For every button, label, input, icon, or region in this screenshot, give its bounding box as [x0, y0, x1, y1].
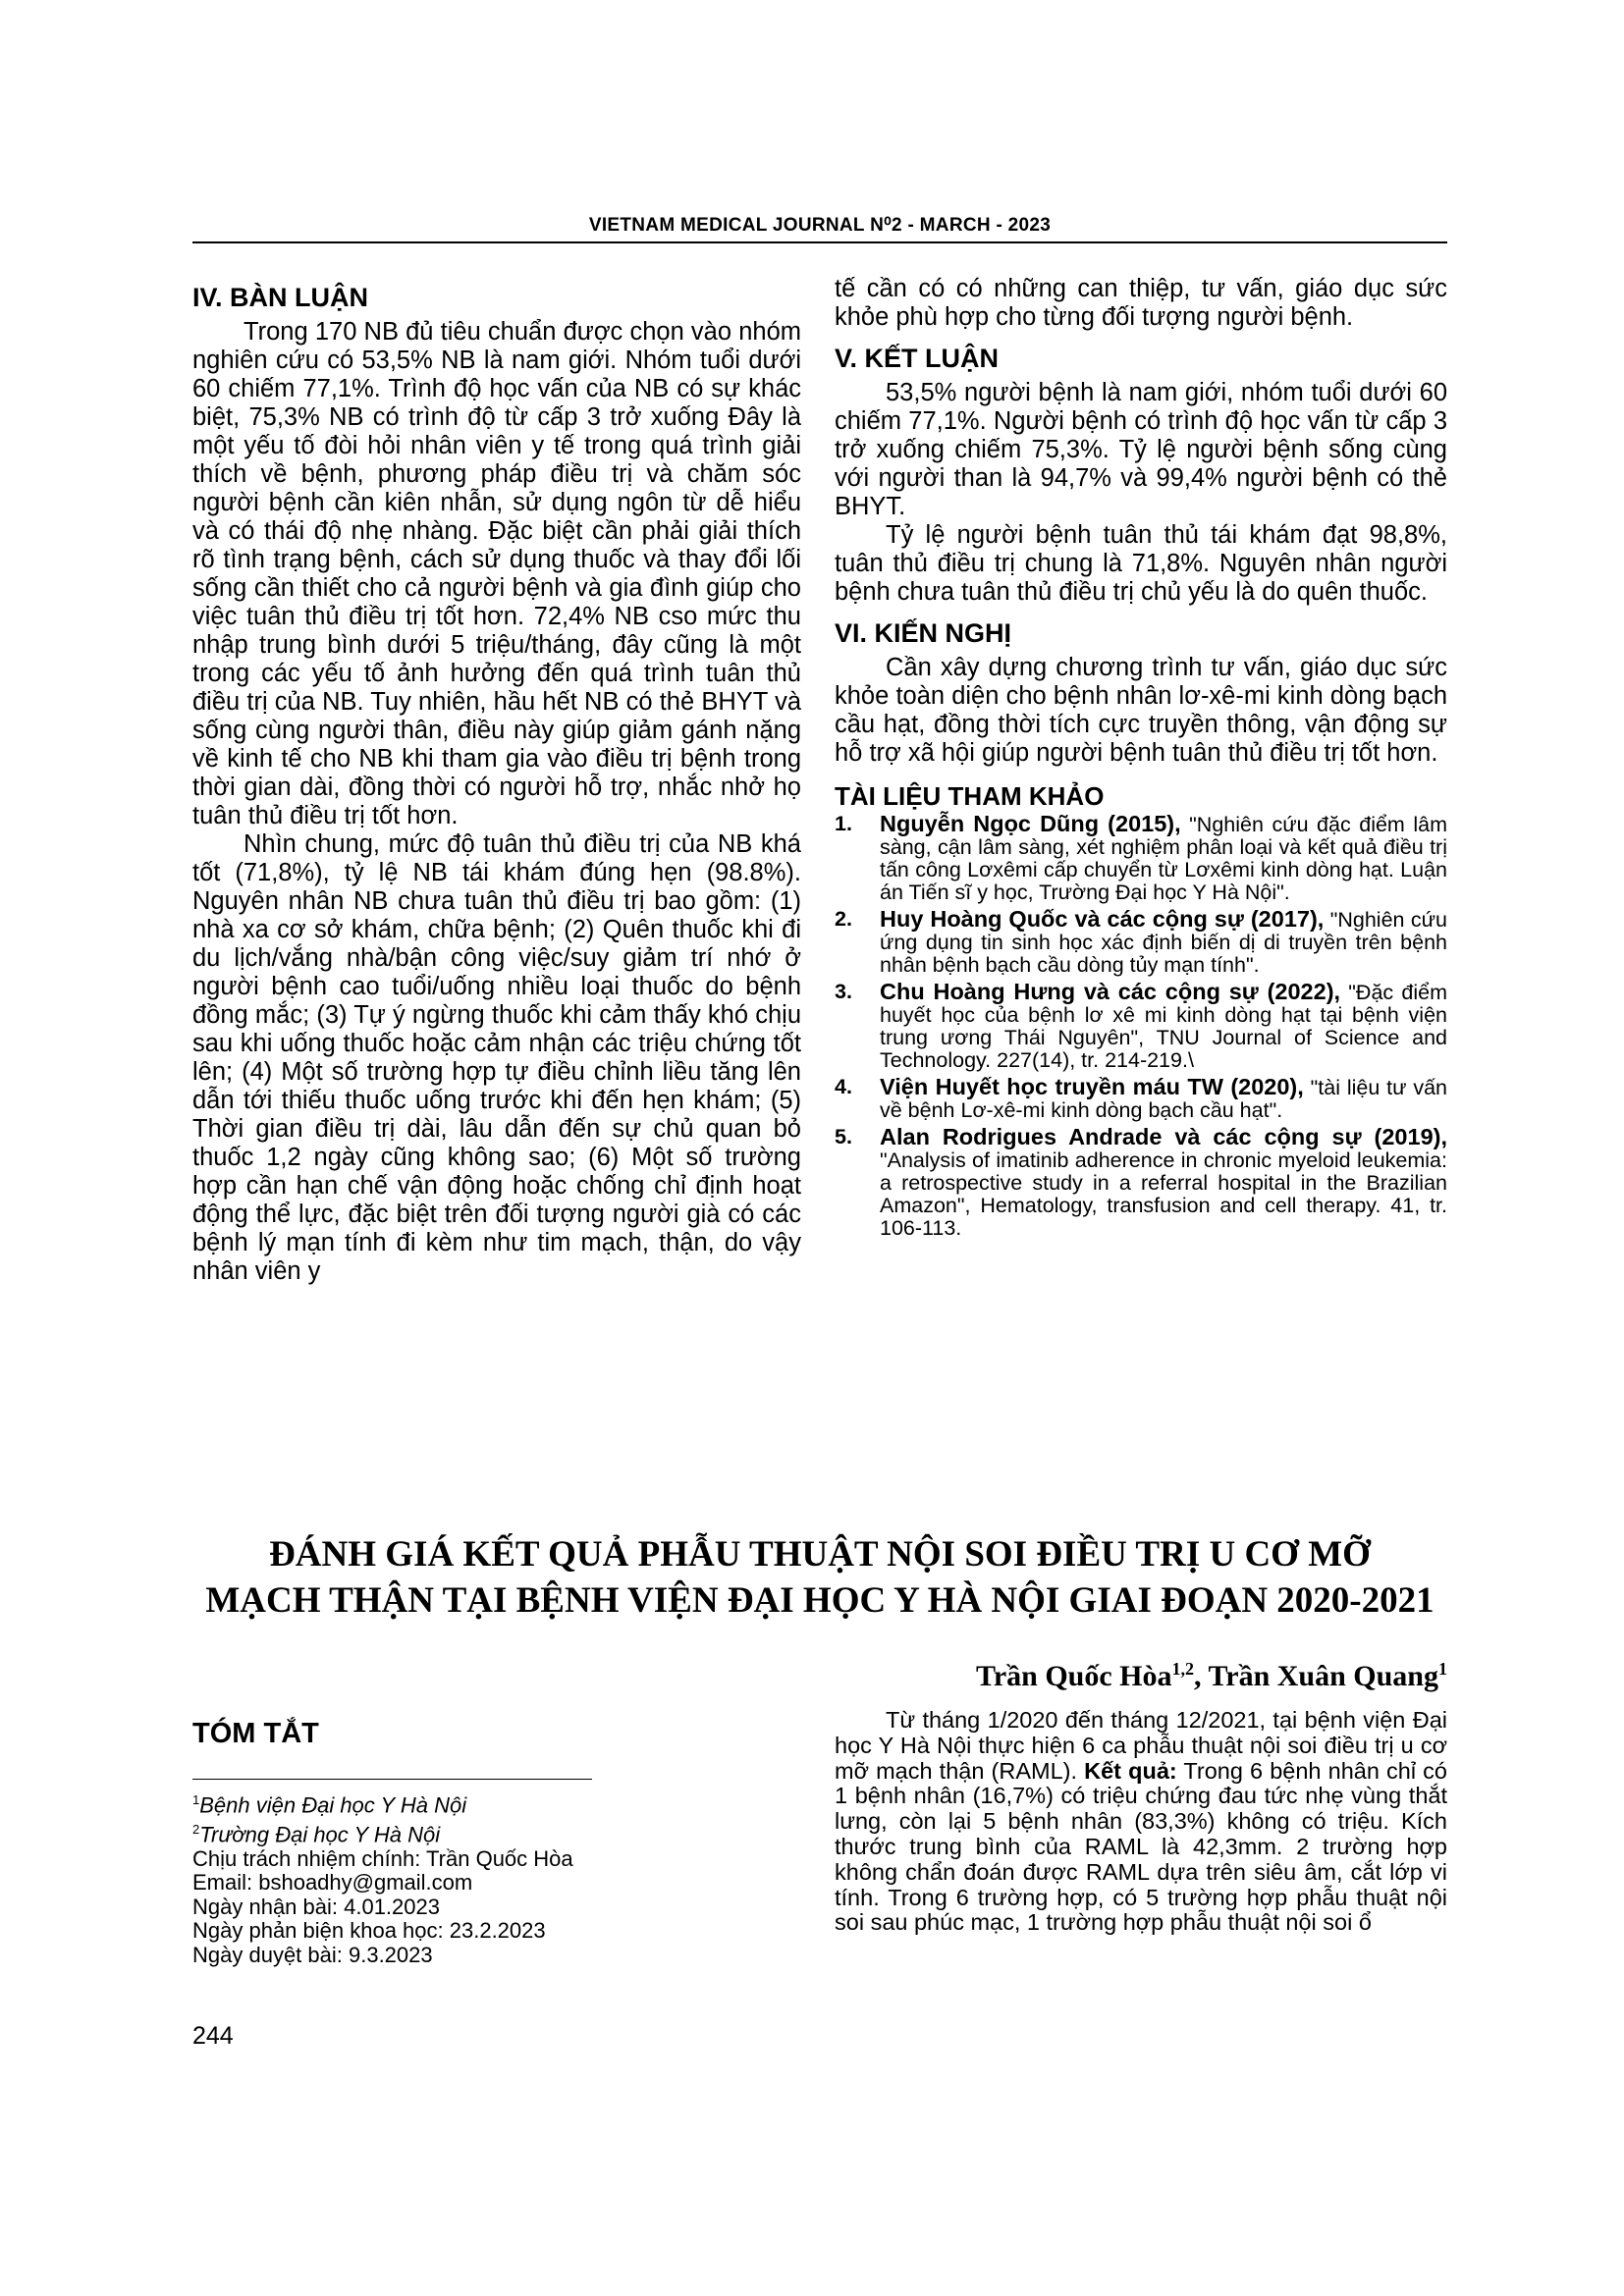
abstract-results-label: Kết quả: — [1084, 1757, 1177, 1784]
reference-number: 3. — [835, 980, 852, 1003]
reference-list — [835, 813, 1447, 1240]
author-1-affiliation: 1,2 — [1171, 1659, 1194, 1679]
reference-item — [835, 813, 1447, 904]
reference-number: 4. — [835, 1075, 852, 1098]
section-5-paragraph-1: 53,5% người bệnh là nam giới, nhóm tuổi dưới 60 chiếm 77,1%. Người bệnh có trình độ học vấn từ cấp 3 trở xuống chiếm 75,3%. Tỷ lệ người bệnh sống cùng với người than là 94,7% và 99,4% người bệnh có thẻ BHYT. — [835, 379, 1447, 520]
accepted-date: Ngày duyệt bài: 9.3.2023 — [192, 1942, 433, 1967]
section-6-paragraph-1: Cần xây dựng chương trình tư vấn, giáo dục sức khỏe toàn diện cho bệnh nhân lơ-xê-mi kinh dòng bạch cầu hạt, đồng thời tích cực truyền thông, vận động sự hỗ trợ xã hội giúp người bệnh tuân thủ điều trị tốt hơn. — [835, 654, 1447, 767]
author-line — [976, 1659, 1447, 1693]
reference-item — [835, 908, 1447, 977]
reference-text: "Đặc điểm huyết học của bệnh lơ xê mi kinh dòng hạt tại bệnh viện trung ương Thái Nguyên", TNU Journal of Science and Technology. 227(14), tr. 214-219.\ — [880, 981, 1448, 1072]
abstract-text-b: Trong 6 bệnh nhân chỉ có 1 bệnh nhân (16,7%) có triệu chứng đau tức nhẹ vùng thắt lưng, còn lại 5 bệnh nhân (83,3%) không có triệu. Kích thước trung bình của RAML là 42,3mm. 2 trường hợp không chẩn đoán được RAML dựa trên siêu âm, cắt lớp vi tính. Trong 6 trường hợp, có 5 trường hợp phẫu thuật nội soi sau phúc mạc, 1 trường hợp phẫu thuật nội soi ổ — [835, 1757, 1447, 1936]
page-number: 244 — [192, 2022, 234, 2050]
review-date: Ngày phản biện khoa học: 23.2.2023 — [192, 1918, 546, 1944]
email: Email: bshoadhy@gmail.com — [192, 1870, 473, 1896]
received-date: Ngày nhận bài: 4.01.2023 — [192, 1894, 440, 1919]
affiliation-2-text: Trường Đại học Y Hà Nội — [199, 1822, 441, 1847]
article-title — [192, 1531, 1447, 1624]
section-4-paragraph-2: Nhìn chung, mức độ tuân thủ điều trị của NB khá tốt (71,8%), tỷ lệ NB tái khám đúng hẹn (98.8%). Nguyên nhân NB chưa tuân thủ điều trị bao gồm: (1) nhà xa cơ sở khám, chữa bệnh; (2) Quên thuốc khi đi du lịch/vắng nhà/bận công việc/suy giảm trí nhớ ở người bệnh cao tuổi/uống nhiều loại thuốc do bệnh đồng mắc; (3) Tự ý ngừng thuốc khi cảm thấy khó chịu sau khi uống thuốc hoặc cảm nhận các triệu chứng tốt lên; (4) Một số trường hợp tự điều chỉnh liều tăng lên dẫn tới thiếu thuốc uống trước khi đến hẹn khám; (5) Thời gian điều trị dài, lâu dẫn đến sự chủ quan bỏ thuốc 1,2 ngày cũng không sao; (6) Một số trường hợp cần hạn chế vận động hoặc chống chỉ định hoạt động thể lực, đặc biệt trên đối tượng người già có các bệnh lý mạn tính đi kèm như tim mạch, thận, do vậy nhân viên y — [192, 830, 801, 1285]
header-rule — [192, 241, 1447, 243]
left-column — [192, 275, 801, 1286]
reference-text: "Analysis of imatinib adherence in chronic myeloid leukemia: a retrospective study in a referral hospital in the Brazilian Amazon", Hematology, transfusion and cell therapy. 41, tr. 106-113. — [880, 1148, 1447, 1240]
abstract-paragraph — [835, 1708, 1447, 1936]
corresponding-author: Chịu trách nhiệm chính: Trần Quốc Hòa — [192, 1845, 573, 1871]
section-4-paragraph-1: Trong 170 NB đủ tiêu chuẩn được chọn vào nhóm nghiên cứu có 53,5% NB là nam giới. Nhóm tuổi dưới 60 chiếm 77,1%. Trình độ học vấn của NB có sự khác biệt, 75,3% NB có trình độ từ cấp 3 trở xuống Đây là một yếu tố đòi hỏi nhân viên y tế trong quá trình giải thích về bệnh, phương pháp điều trị và chăm sóc người bệnh cần kiên nhẫn, sử dụng ngôn từ dễ hiểu và có thái độ nhẹ nhàng. Đặc biệt cần phải giải thích rõ tình trạng bệnh, cách sử dụng thuốc và thay đổi lối sống cần thiết cho cả người bệnh và gia đình giúp cho việc tuân thủ điều trị tốt hơn. 72,4% NB cso mức thu nhập trung bình dưới 5 triệu/tháng, đây cũng là một trong các yếu tố ảnh hưởng đến quá trình tuân thủ điều trị của NB. Tuy nhiên, hầu hết NB có thẻ BHYT và sống cùng người thân, điều này giúp giảm gánh nặng về kinh tế cho NB khi tham gia vào điều trị bệnh trong thời gian dài, đồng thời có người hỗ trợ, nhắc nhở họ tuân thủ điều trị tốt hơn. — [192, 318, 801, 829]
continuation-paragraph: tế cần có có những can thiệp, tư vấn, giáo dục sức khỏe phù hợp cho từng đối tượng người bệnh. — [835, 275, 1447, 331]
journal-header: VIETNAM MEDICAL JOURNAL N⁰2 - MARCH - 2023 — [588, 215, 1052, 236]
article-title-line-2: MẠCH THẬN TẠI BỆNH VIỆN ĐẠI HỌC Y HÀ NỘI GIAI ĐOẠN 2020-2021 — [205, 1580, 1435, 1621]
reference-author: Alan Rodrigues Andrade và các cộng sự (2019), — [880, 1124, 1447, 1149]
reference-author: Nguyễn Ngọc Dũng (2015), — [880, 811, 1181, 836]
reference-item — [835, 1076, 1447, 1122]
abstract-body — [835, 1708, 1447, 1936]
footnotes — [192, 1789, 615, 1967]
footnote-rule — [192, 1779, 592, 1780]
author-1: Trần Quốc Hòa — [976, 1660, 1172, 1692]
section-5-title: V. KẾT LUẬN — [835, 344, 1000, 373]
reference-text: "tài liệu tư vấn về bệnh Lơ-xê-mi kinh dòng bạch cầu hạt". — [880, 1076, 1447, 1122]
reference-item — [835, 1126, 1447, 1240]
article-title-line-1: ĐÁNH GIÁ KẾT QUẢ PHẪU THUẬT NỘI SOI ĐIỀU TRỊ U CƠ MỠ — [269, 1534, 1371, 1575]
affiliation-2-mark: 2 — [192, 1821, 200, 1837]
section-4-title: IV. BÀN LUẬN — [192, 283, 369, 312]
reference-number: 2. — [835, 907, 852, 931]
reference-text: "Nghiên cứu ứng dụng tin sinh học xác định biến dị di truyền trên bệnh nhân bệnh bạch cầu dòng tủy mạn tính". — [880, 908, 1448, 977]
abstract-title: TÓM TẮT — [192, 1718, 319, 1749]
author-2: Trần Xuân Quang — [1208, 1660, 1438, 1692]
reference-author: Chu Hoàng Hưng và các cộng sự (2022), — [880, 979, 1341, 1004]
section-6-title: VI. KIẾN NGHỊ — [835, 618, 1012, 648]
author-2-affiliation: 1 — [1438, 1659, 1447, 1679]
reference-author: Huy Hoàng Quốc và các cộng sự (2017), — [880, 906, 1325, 932]
section-5-paragraph-2: Tỷ lệ người bệnh tuân thủ tái khám đạt 98,8%, tuân thủ điều trị chung là 71,8%. Nguyên nhân người bệnh chưa tuân thủ điều trị chủ yếu là do quên thuốc. — [835, 521, 1447, 606]
affiliation-2 — [192, 1818, 615, 1847]
affiliation-1 — [192, 1789, 615, 1818]
right-column — [835, 275, 1447, 1244]
reference-author: Viện Huyết học truyền máu TW (2020), — [880, 1074, 1304, 1099]
references-title: TÀI LIỆU THAM KHẢO — [835, 781, 1105, 811]
reference-number: 1. — [835, 812, 852, 835]
abstract-text-a: Từ tháng 1/2020 đến tháng 12/2021, tại bệnh viện Đại học Y Hà Nội thực hiện 6 ca phẫu thuật nội soi điều trị u cơ mỡ mạch thận (RAML). — [835, 1707, 1447, 1784]
affiliation-1-mark: 1 — [192, 1792, 200, 1807]
author-separator: , — [1194, 1660, 1209, 1692]
affiliation-1-text: Bệnh viện Đại học Y Hà Nội — [199, 1792, 467, 1818]
reference-text: "Nghiên cứu đặc điểm lâm sàng, cận lâm sàng, xét nghiệm phân loại và kết quả điều trị tấn công Lơxêmi cấp chuyển từ Lơxêmi kinh dòng hạt. Luận án Tiến sĩ y học, Trường Đại học Y Hà Nội". — [880, 813, 1447, 904]
reference-number: 5. — [835, 1125, 852, 1148]
reference-item — [835, 981, 1447, 1072]
